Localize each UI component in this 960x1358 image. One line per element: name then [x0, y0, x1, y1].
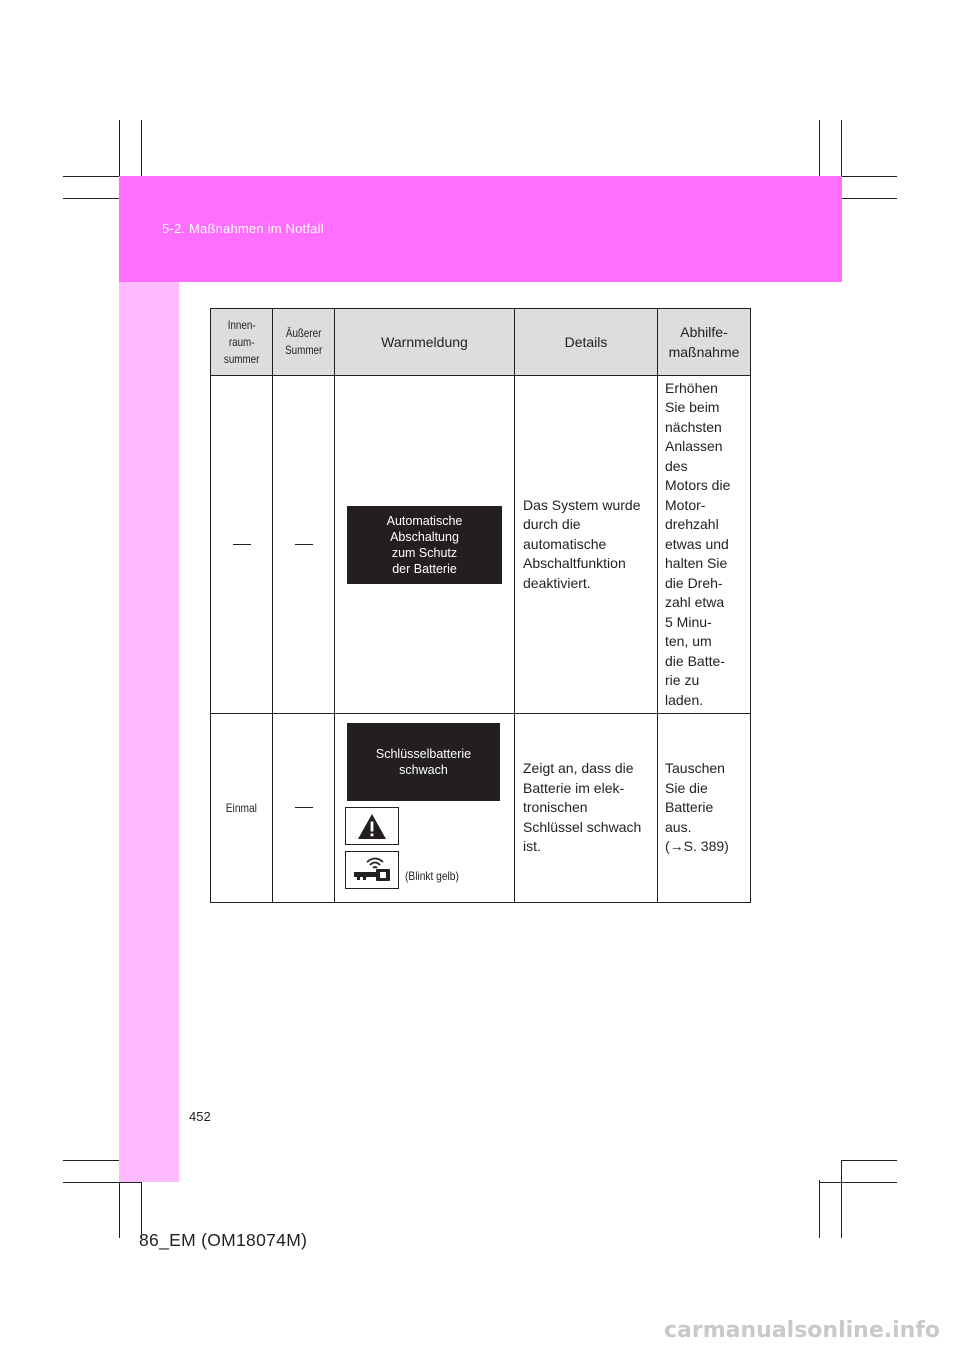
table-header-row [211, 309, 751, 376]
details-cell: Zeigt an, dass die Batterie im elek-tronischen Schlüssel schwach ist. [515, 714, 658, 903]
details-cell: Das System wurde durch die automatische Abschaltfunktion deaktiviert. [515, 376, 658, 714]
outer-buzzer-cell [273, 714, 335, 903]
dash [295, 544, 313, 545]
header-message: Warnmeldung [335, 309, 515, 376]
side-band [119, 282, 179, 1182]
page-number: 452 [189, 1109, 211, 1124]
header-details: Details [515, 309, 658, 376]
page-reference: (→S. 389) [665, 838, 729, 855]
message-cell [335, 376, 515, 714]
dash [295, 807, 313, 808]
header-outer-buzzer: Äußerer Summer [273, 309, 335, 376]
message-cell [335, 714, 515, 903]
inner-buzzer-cell: Einmal [211, 714, 273, 903]
section-title: 5-2. Maßnahmen im Notfall [162, 221, 324, 236]
crop-mark [841, 1160, 842, 1238]
table-row [211, 376, 751, 714]
crop-mark [841, 1160, 897, 1161]
table-row [211, 714, 751, 903]
display-message: Automatische Abschaltung zum Schutz der Batterie [347, 506, 502, 584]
outer-buzzer-cell [273, 376, 335, 714]
dash [233, 544, 251, 545]
inner-buzzer-cell [211, 376, 273, 714]
crop-mark [819, 1180, 820, 1238]
warning-table [210, 308, 751, 903]
key-battery-icon [345, 851, 399, 889]
crop-mark [63, 1182, 141, 1183]
watermark: carmanualsonline.info [664, 1318, 940, 1343]
master-warning-icon [345, 807, 399, 845]
display-message: Schlüsselbatterie schwach [347, 723, 500, 801]
header-action: Abhilfe- maßnahme [658, 309, 751, 376]
key-battery-icon-row: (Blinkt gelb) [345, 851, 514, 889]
warning-icon-row [345, 807, 514, 845]
crop-mark [819, 1182, 897, 1183]
action-cell: Erhöhen Sie beim nächsten Anlassen des Motors die Motor- drehzahl etwas und halten Sie die Dreh- zahl etwa 5 Minu- ten, um die Batte- rie zu laden. [658, 376, 751, 714]
action-cell: Tauschen Sie die Batterie aus. (→S. 389) [658, 714, 751, 903]
header-inner-buzzer: Innen- raum- summer [211, 309, 273, 376]
footer-code: 86_EM (OM18074M) [139, 1230, 308, 1250]
